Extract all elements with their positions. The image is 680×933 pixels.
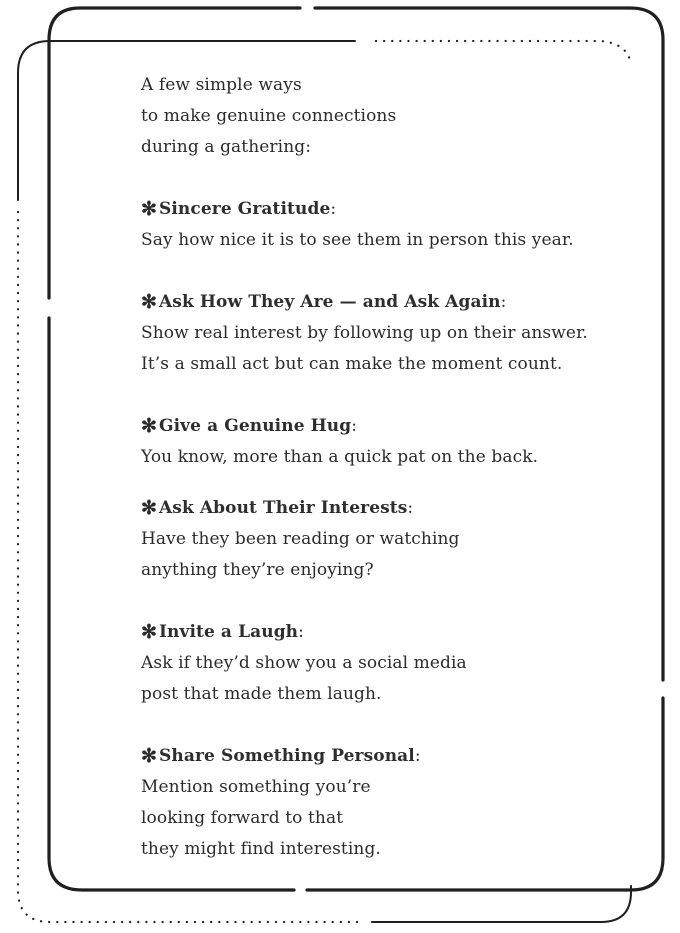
tip-give-genuine-hug <box>141 410 611 473</box>
tip-colon: : <box>414 746 421 766</box>
tip-heading <box>141 740 611 772</box>
tip-colon: : <box>298 622 304 642</box>
tip-body-line: anything they’re enjoying? <box>141 560 374 580</box>
asterisk-bullet-icon: ✻ <box>141 415 158 437</box>
tip-title: Sincere Gratitude <box>159 199 331 219</box>
tip-body-line: post that made them laugh. <box>141 684 382 704</box>
tip-heading <box>141 410 611 442</box>
tip-body-line: Ask if they’d show you a social media <box>141 653 467 673</box>
tip-share-something-personal <box>141 740 611 865</box>
tip-title: Share Something Personal <box>159 746 415 766</box>
tip-title: Give a Genuine Hug <box>159 416 352 436</box>
asterisk-bullet-icon: ✻ <box>141 621 158 643</box>
tip-heading <box>141 193 611 225</box>
tip-body-line: looking forward to that <box>141 808 344 828</box>
tip-title: Ask About Their Interests <box>159 498 408 518</box>
tip-colon: : <box>351 416 358 436</box>
tip-heading <box>141 286 611 318</box>
tip-body-line: It’s a small act but can make the moment count. <box>141 354 563 374</box>
tip-colon: : <box>407 498 414 518</box>
intro-line: A few simple ways <box>141 75 302 95</box>
content-block <box>141 70 611 895</box>
tip-heading <box>141 616 611 648</box>
tip-heading <box>141 492 611 524</box>
tip-title: Invite a Laugh <box>159 622 299 642</box>
tip-body-line: Have they been reading or watching <box>141 529 460 549</box>
tip-ask-how-they-are <box>141 286 611 380</box>
tip-colon: : <box>330 199 337 219</box>
tip-body-line: Say how nice it is to see them in person this year. <box>141 230 574 250</box>
tip-colon: : <box>500 292 507 312</box>
asterisk-bullet-icon: ✻ <box>141 198 158 220</box>
tip-body-line: Mention something you’re <box>141 777 371 797</box>
tip-ask-about-interests <box>141 492 611 586</box>
intro-line: to make genuine connections <box>141 106 397 126</box>
tip-sincere-gratitude <box>141 193 611 256</box>
outer-frame-top-dotted <box>376 41 630 60</box>
asterisk-bullet-icon: ✻ <box>141 745 158 767</box>
asterisk-bullet-icon: ✻ <box>141 497 158 519</box>
tip-body-line: You know, more than a quick pat on the back. <box>141 447 539 467</box>
intro-line: during a gathering: <box>141 137 312 157</box>
tip-invite-a-laugh <box>141 616 611 710</box>
tip-body-line: they might find interesting. <box>141 839 381 859</box>
intro-text <box>141 70 611 163</box>
asterisk-bullet-icon: ✻ <box>141 291 158 313</box>
tip-title: Ask How They Are — and Ask Again <box>159 292 501 312</box>
tip-body-line: Show real interest by following up on their answer. <box>141 323 588 343</box>
